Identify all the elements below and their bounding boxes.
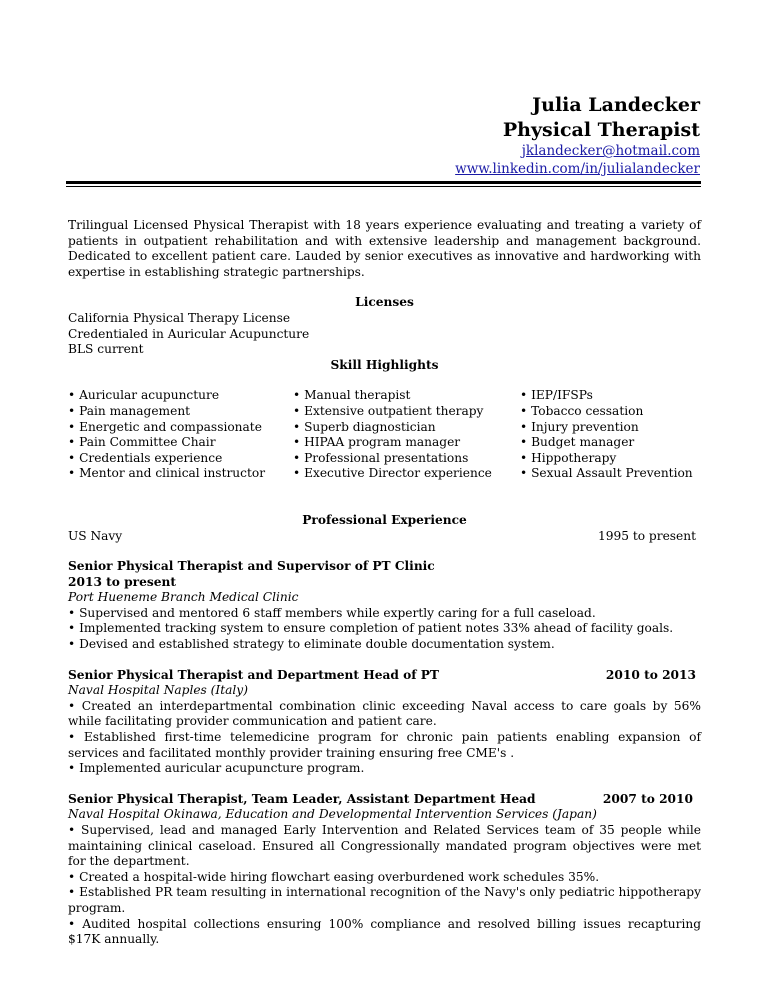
skill-item: • Injury prevention <box>520 419 639 434</box>
job-bullet: • Devised and established strategy to eliminate double documentation system. <box>68 637 555 652</box>
job-header-row <box>68 668 701 684</box>
skills-heading: Skill Highlights <box>330 357 439 372</box>
license-item: California Physical Therapy License <box>68 310 291 325</box>
job-title: Senior Physical Therapist, Team Leader, Assistant Department Head <box>68 791 536 806</box>
skill-item: • Manual therapist <box>293 388 411 403</box>
skill-item: • IEP/IFSPs <box>520 388 593 403</box>
skill-item: • Hippotherapy <box>520 450 617 465</box>
header-divider-thick <box>66 181 701 184</box>
job-header-row <box>68 792 701 808</box>
job-dates: 2007 to 2010 <box>602 791 693 806</box>
candidate-name: Julia Landecker <box>532 94 700 116</box>
skill-item: • HIPAA program manager <box>293 435 461 450</box>
job-bullet: • Implemented auricular acupuncture program. <box>68 761 365 776</box>
skill-item: • Executive Director experience <box>293 466 492 481</box>
linkedin-link[interactable]: www.linkedin.com/in/julialandecker <box>455 161 700 177</box>
skill-item: • Superb diagnostician <box>293 419 436 434</box>
experience-heading: Professional Experience <box>302 512 467 527</box>
job-dates: 2010 to 2013 <box>605 667 696 682</box>
skill-item: • Professional presentations <box>293 450 469 465</box>
job-location: Port Hueneme Branch Medical Clinic <box>68 590 299 605</box>
job-dates: 2013 to present <box>68 574 176 589</box>
summary-paragraph: Trilingual Licensed Physical Therapist with 18 years experience evaluating and treating a variety of patients in outpatient rehabilitation and with extensive leadership and management background. Dedicated to excellent patient care. Lauded by senior executives as innovative and hardworking with expertise in establishing strategic partnerships. <box>68 218 701 279</box>
job-bullet: • Created an interdepartmental combination clinic exceeding Naval access to care goals by 56% while facilitating provider communication and patient care. <box>68 698 701 729</box>
skill-item: • Pain management <box>68 403 191 418</box>
job-bullet: • Established first-time telemedicine program for chronic pain patients enabling expansion of services and facilitated monthly provider training ensuring free CME's . <box>68 730 701 760</box>
job-title: Senior Physical Therapist and Department Head of PT <box>68 667 439 682</box>
license-item: BLS current <box>68 342 144 357</box>
email-link[interactable]: jklandecker@hotmail.com <box>521 143 700 159</box>
skill-item: • Auricular acupuncture <box>68 388 220 403</box>
resume-header <box>455 92 700 178</box>
header-divider-thin <box>66 186 701 187</box>
skills-column-2 <box>293 388 520 482</box>
employer-row <box>68 529 701 545</box>
job-bullet: • Supervised and mentored 6 staff members while expertly caring for a full caseload. <box>68 605 596 620</box>
job-bullet: • Implemented tracking system to ensure completion of patient notes 33% ahead of facility goals. <box>68 621 674 636</box>
candidate-title: Physical Therapist <box>502 119 700 141</box>
skills-grid <box>68 388 701 482</box>
skills-column-3 <box>520 388 701 482</box>
job-bullet: • Established PR team resulting in international recognition of the Navy's only pediatric hippotherapy program. <box>68 885 701 915</box>
licenses-heading: Licenses <box>355 295 414 310</box>
skill-item: • Extensive outpatient therapy <box>293 403 484 418</box>
employer-name: US Navy <box>68 528 123 543</box>
skill-item: • Sexual Assault Prevention <box>520 466 693 481</box>
skill-item: • Budget manager <box>520 435 635 450</box>
job-bullet: • Audited hospital collections ensuring 100% compliance and resolved billing issues recapturing $17K annually. <box>68 916 701 947</box>
job-bullet: • Supervised, lead and managed Early Intervention and Related Services team of 35 people while maintaining clinical caseload. Ensured all Congressionally mandated program objectives were met for the department. <box>68 823 701 869</box>
job-bullet: • Created a hospital-wide hiring flowchart easing overburdened work schedules 35%. <box>68 869 600 884</box>
skill-item: • Tobacco cessation <box>520 403 644 418</box>
resume-body <box>68 218 701 948</box>
skill-item: • Credentials experience <box>68 450 223 465</box>
employer-dates: 1995 to present <box>597 528 696 543</box>
skill-item: • Mentor and clinical instructor <box>68 466 266 481</box>
skills-column-1 <box>68 388 293 482</box>
job-location: Naval Hospital Okinawa, Education and Developmental Intervention Services (Japan) <box>68 807 597 822</box>
license-item: Credentialed in Auricular Acupuncture <box>68 326 310 341</box>
skill-item: • Energetic and compassionate <box>68 419 262 434</box>
job-title: Senior Physical Therapist and Supervisor of PT Clinic <box>68 559 435 574</box>
job-location: Naval Hospital Naples (Italy) <box>68 683 248 698</box>
skill-item: • Pain Committee Chair <box>68 435 216 450</box>
